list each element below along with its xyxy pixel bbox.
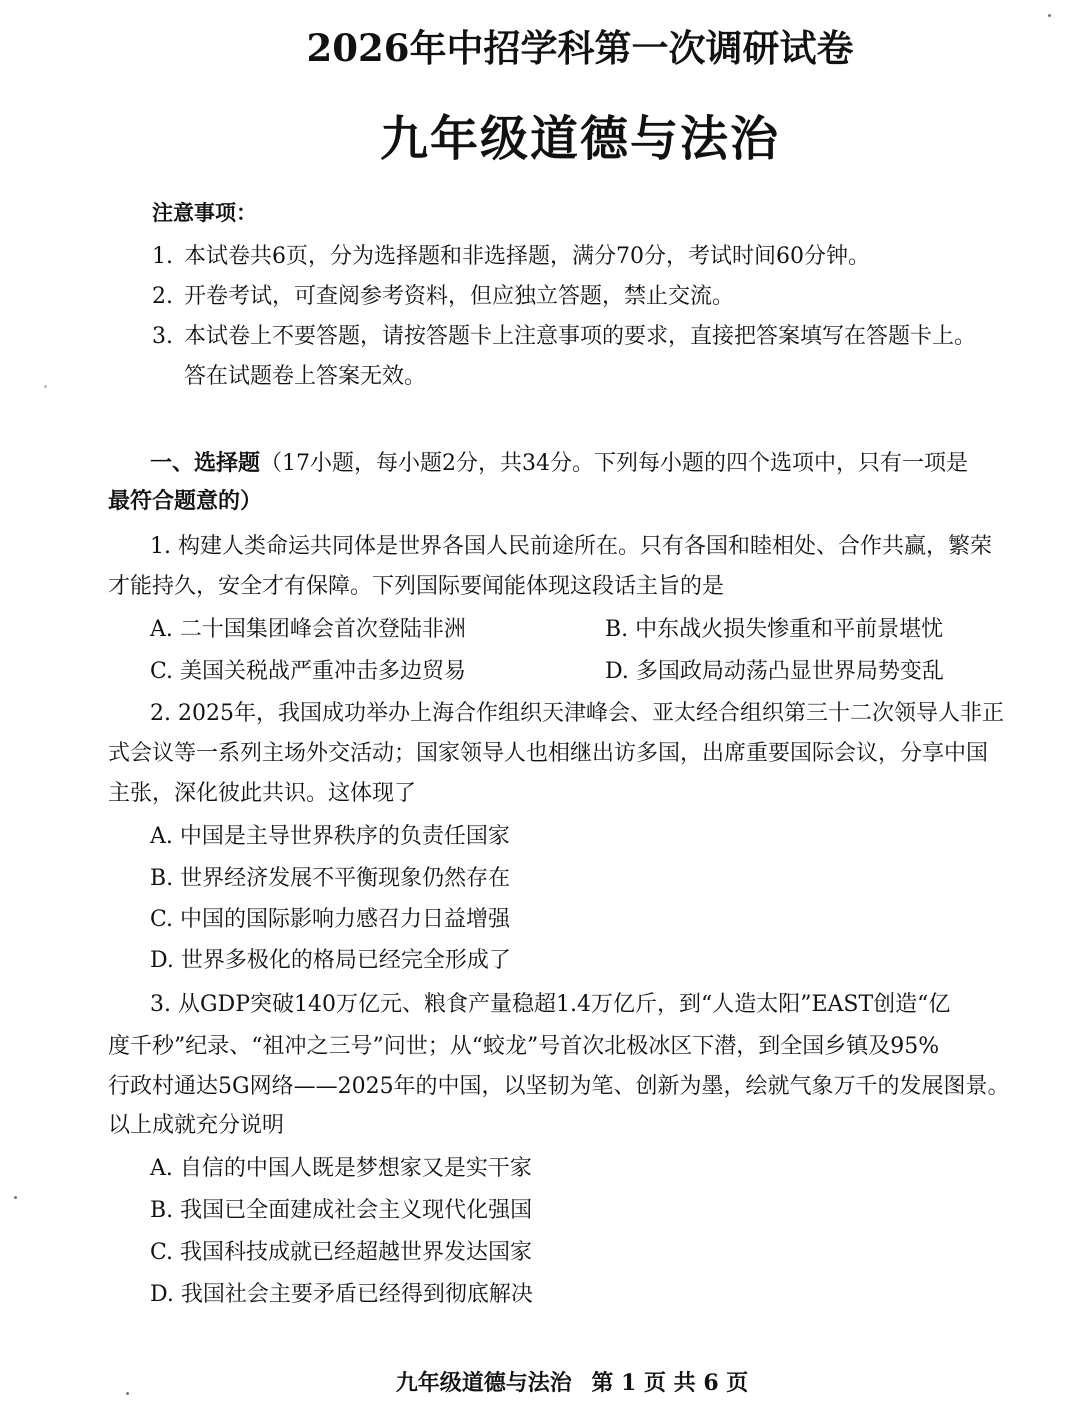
question-option: B. 我国已全面建成社会主义现代化强国 — [150, 1198, 533, 1223]
question-option: C. 中国的国际影响力感召力日益增强 — [150, 907, 511, 932]
scan-speck — [14, 1196, 17, 1199]
question-stem-line: 行政村通达5G网络——2025年的中国，以坚韧为笔、创新为墨，绘就气象万千的发展图景。 — [108, 1074, 1010, 1099]
footer-subject: 九年级道德与法治 — [395, 1370, 572, 1396]
question-option: A. 二十国集团峰会首次登陆非洲 — [150, 617, 466, 642]
question-option: D. 多国政局动荡凸显世界局势变乱 — [605, 659, 944, 684]
question-option: A. 中国是主导世界秩序的负责任国家 — [150, 824, 510, 849]
question-stem-line: 才能持久，安全才有保障。下列国际要闻能体现这段话主旨的是 — [108, 574, 725, 599]
question-stem-line: 度千秒”纪录、“祖冲之三号”问世；从“蛟龙”号首次北极冰区下潜，到全国乡镇及95% — [108, 1034, 940, 1059]
question-option: A. 自信的中国人既是梦想家又是实干家 — [150, 1156, 532, 1181]
note-text: 本试卷共6页，分为选择题和非选择题，满分70分，考试时间60分钟。 — [184, 244, 870, 269]
footer-page-info: 第 1 页 共 6 页 — [591, 1370, 749, 1396]
note-item — [152, 242, 870, 272]
question-stem-line: 主张，深化彼此共识。这体现了 — [108, 781, 417, 806]
exam-subject-title: 九年级道德与法治 — [379, 111, 780, 167]
question-option: D. 世界多极化的格局已经完全形成了 — [150, 948, 511, 973]
note-number: 3. — [152, 324, 173, 349]
question-stem-line: 以上成就充分说明 — [108, 1113, 285, 1138]
note-number: 2. — [152, 284, 173, 309]
question-option: C. 美国关税战严重冲击多边贸易 — [150, 659, 467, 684]
note-text: 开卷考试，可查阅参考资料，但应独立答题，禁止交流。 — [184, 284, 735, 309]
section-intro: （17小题，每小题2分，共34分。下列每小题的四个选项中，只有一项是 — [260, 451, 969, 476]
notes-heading: 注意事项： — [152, 200, 257, 225]
note-number: 1. — [152, 244, 173, 269]
question-stem-line: 1. 构建人类命运共同体是世界各国人民前途所在。只有各国和睦相处、合作共赢，繁荣 — [150, 534, 992, 559]
question-option: B. 中东战火损失惨重和平前景堪忧 — [605, 617, 944, 642]
scan-speck — [44, 385, 47, 388]
note-text: 本试卷上不要答题，请按答题卡上注意事项的要求，直接把答案填写在答题卡上。 — [184, 324, 977, 349]
exam-title: 2026年中招学科第一次调研试卷 — [306, 26, 854, 70]
page-footer — [0, 1366, 1080, 1397]
question-stem-line: 3. 从GDP突破140万亿元、粮食产量稳超1.4万亿斤，到“人造太阳”EAST创造“亿 — [150, 992, 951, 1017]
question-option: C. 我国科技成就已经超越世界发达国家 — [150, 1240, 533, 1265]
note-text-continued: 答在试题卷上答案无效。 — [184, 364, 427, 389]
question-stem-line: 式会议等一系列主场外交活动；国家领导人也相继出访多国，出席重要国际会议，分享中国 — [108, 741, 989, 766]
note-item — [152, 282, 734, 312]
scan-speck — [126, 1392, 129, 1395]
section-heading — [150, 448, 968, 479]
question-option: B. 世界经济发展不平衡现象仍然存在 — [150, 866, 511, 891]
question-option: D. 我国社会主要矛盾已经得到彻底解决 — [150, 1282, 533, 1307]
question-stem-line: 2. 2025年，我国成功举办上海合作组织天津峰会、亚太经合组织第三十二次领导人非正 — [150, 701, 1004, 726]
section-title: 一、选择题 — [150, 450, 261, 476]
note-item — [152, 322, 976, 352]
section-intro-continued: 最符合题意的） — [108, 488, 263, 514]
scan-speck — [1048, 14, 1051, 17]
